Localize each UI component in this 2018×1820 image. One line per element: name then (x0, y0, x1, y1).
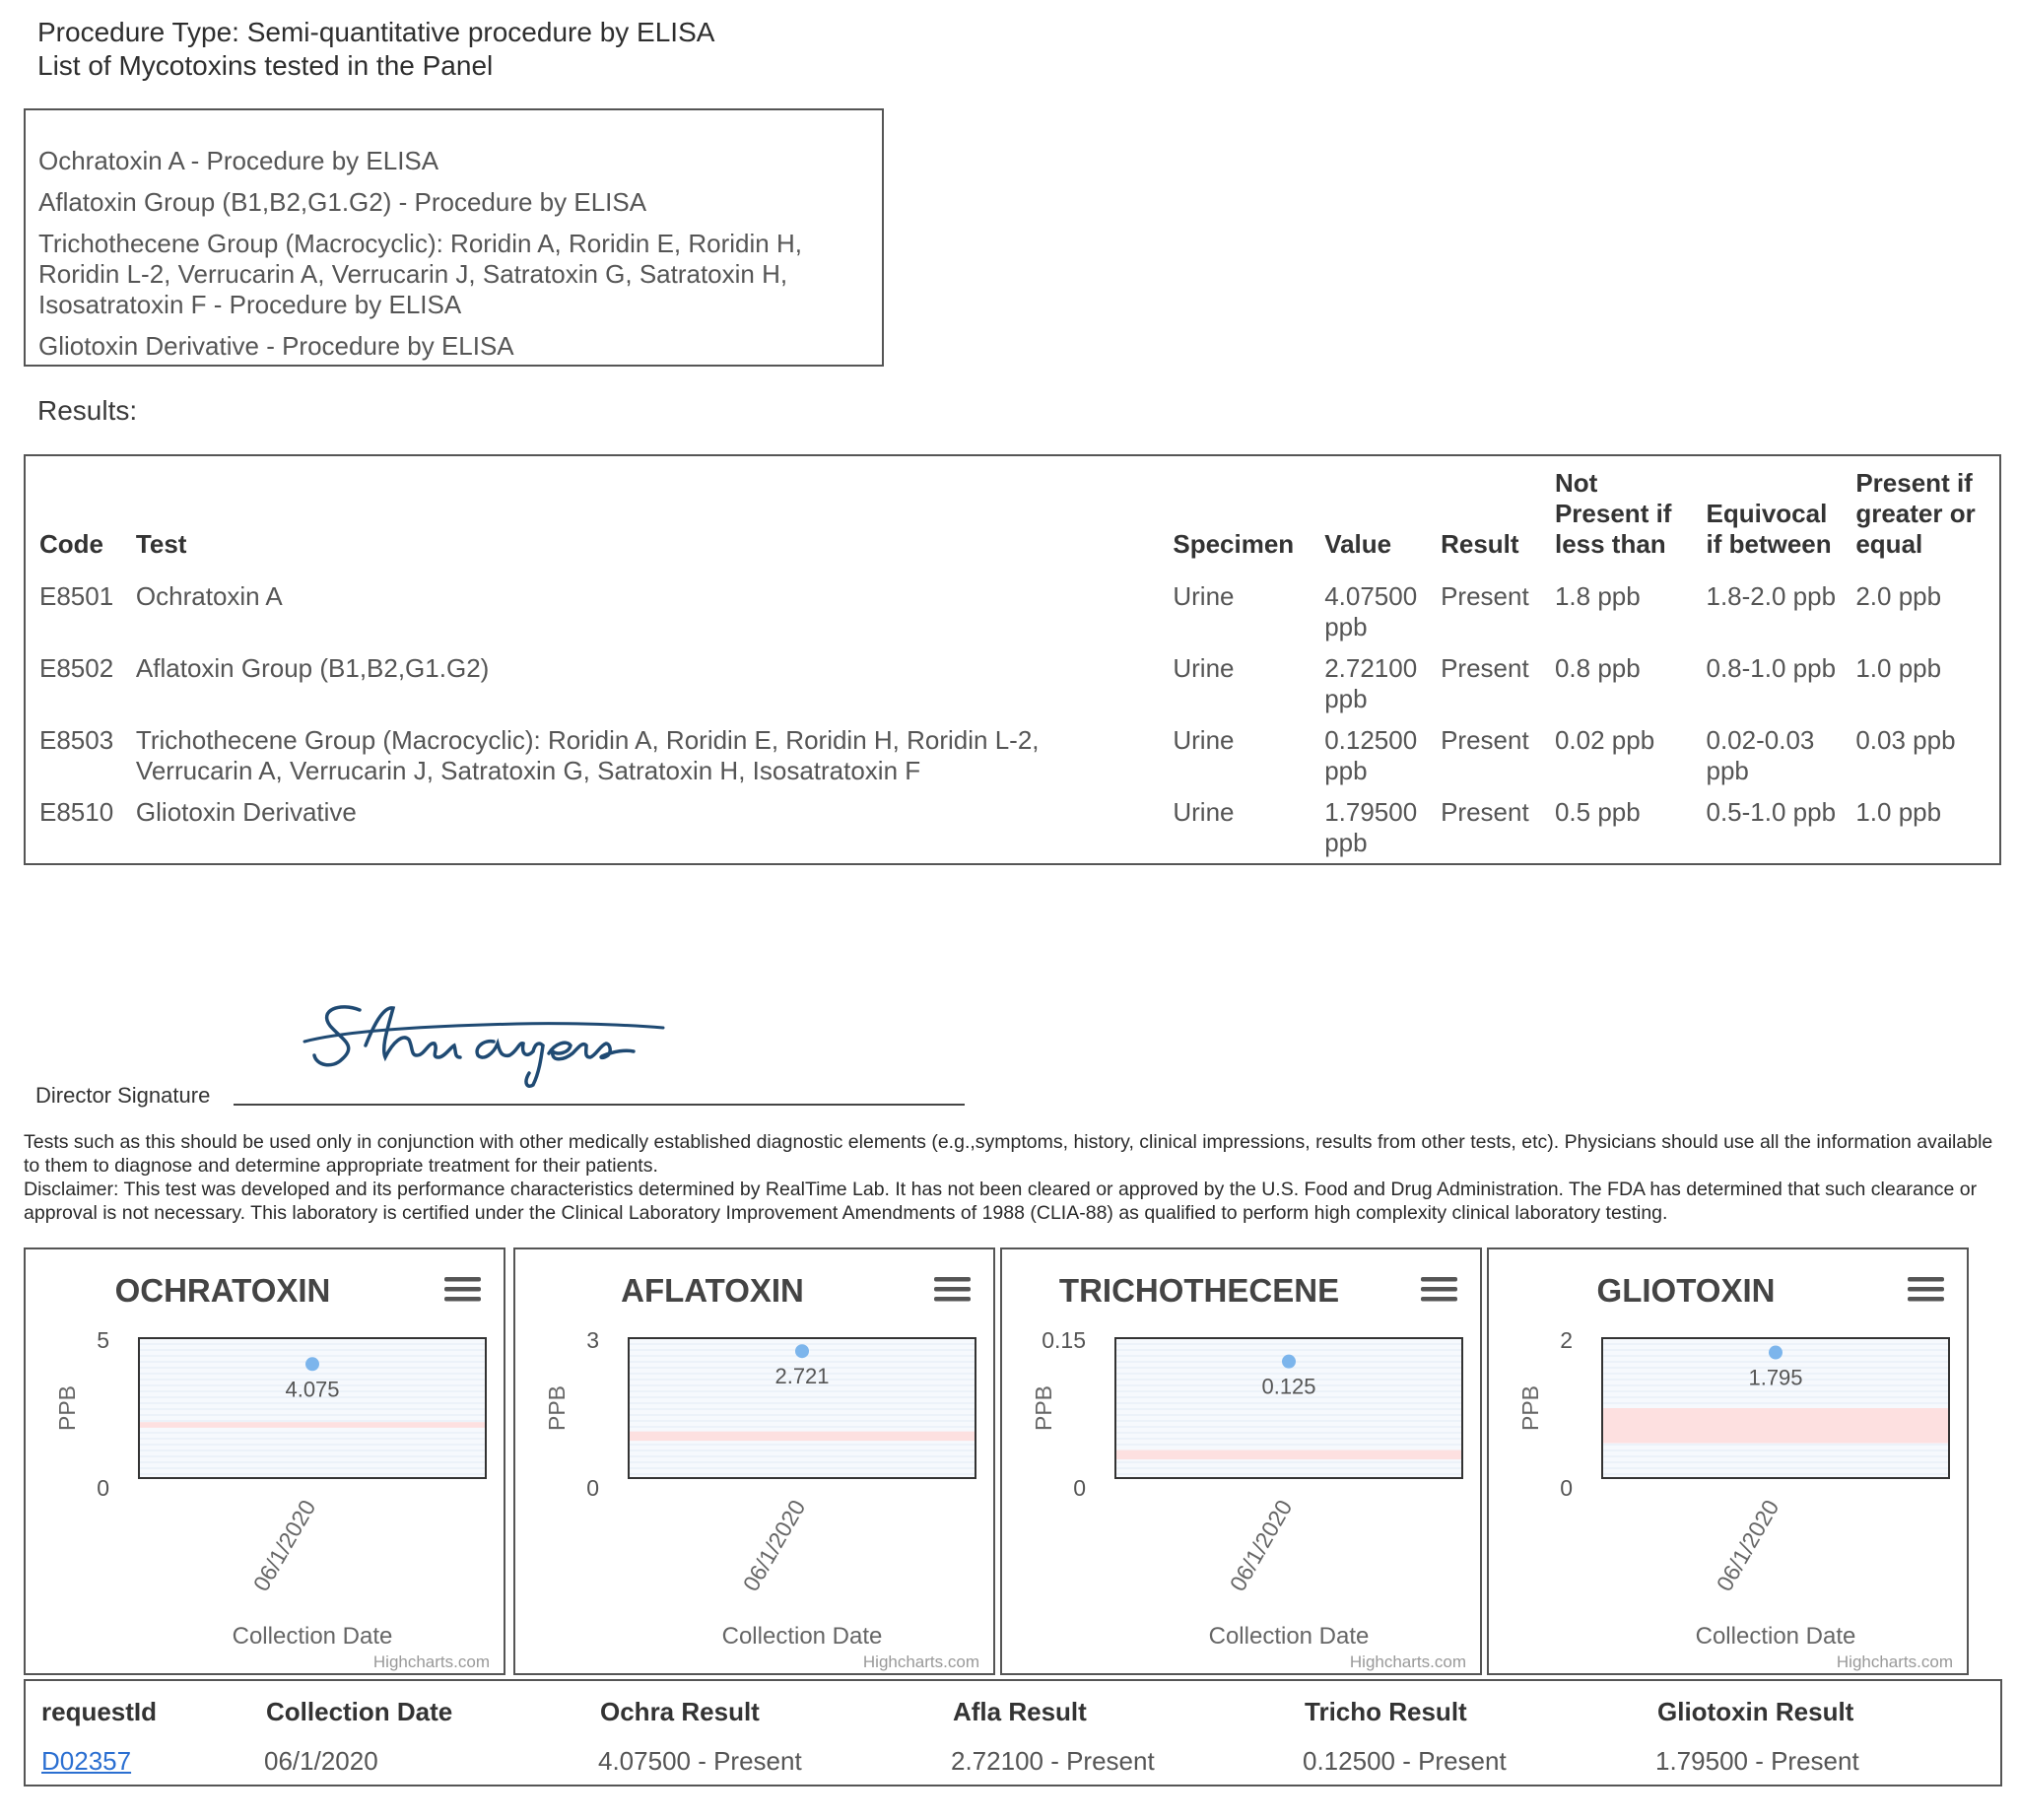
x-tick-label: 06/1/2020 (247, 1495, 321, 1596)
director-signature-image (291, 990, 685, 1089)
col-header-not-present: Not Present if less than (1554, 468, 1672, 559)
cell-present: 1.0 ppb (1855, 797, 1942, 827)
x-axis-title: Collection Date (1208, 1623, 1370, 1650)
cell-value: 2.72100 ppb (1324, 653, 1418, 713)
results-header-row (37, 468, 1999, 573)
results-table (37, 468, 1999, 861)
summary-gliotoxin-result: 1.79500 - Present (1655, 1746, 1859, 1776)
chart-title: OCHRATOXIN (114, 1272, 331, 1309)
highcharts-credit[interactable]: Highcharts.com (1349, 1652, 1466, 1671)
summary-header-request-id: requestId (41, 1697, 158, 1726)
table-row (37, 789, 1999, 861)
cell-test: Gliotoxin Derivative (135, 797, 357, 827)
cell-not-present: 0.02 ppb (1554, 725, 1655, 755)
col-header-specimen: Specimen (1173, 529, 1295, 559)
disclaimer-text (24, 1130, 2004, 1225)
y-axis-title: PPB (1031, 1384, 1056, 1432)
summary-header-collection-date: Collection Date (266, 1697, 453, 1726)
y-tick-label: 0 (1073, 1475, 1086, 1501)
highcharts-credit[interactable]: Highcharts.com (862, 1652, 979, 1671)
y-axis-title: PPB (54, 1384, 80, 1432)
cell-present: 1.0 ppb (1855, 653, 1942, 683)
cell-test: Ochratoxin A (135, 581, 283, 611)
equivocal-band (629, 1432, 975, 1441)
menu-icon[interactable] (444, 1277, 481, 1302)
chart-svg (1489, 1249, 1967, 1673)
data-point (305, 1357, 319, 1371)
summary-header-ochra: Ochra Result (600, 1697, 760, 1726)
cell-specimen: Urine (1173, 725, 1235, 755)
usage-note: Tests such as this should be used only in conjunction with other medically established diagnostic elements (e.g.,symptoms, history, clinical impressions, results from other tests, etc). Physicians should use all the information available to them to diagnose and determine appropriate treatment for their patients. (24, 1131, 1993, 1177)
x-axis-title: Collection Date (1695, 1623, 1856, 1650)
results-label: Results: (37, 395, 138, 426)
cell-value: 1.79500 ppb (1324, 797, 1418, 857)
cell-value: 4.07500 ppb (1324, 581, 1418, 641)
y-tick-label: 0.15 (1042, 1327, 1086, 1353)
cell-equivocal: 0.02-0.03 ppb (1706, 725, 1815, 785)
highcharts-credit[interactable]: Highcharts.com (1836, 1652, 1953, 1671)
data-point (795, 1344, 809, 1358)
cell-value: 0.12500 ppb (1324, 725, 1418, 785)
x-tick-label: 06/1/2020 (1711, 1495, 1784, 1596)
cell-code: E8502 (39, 653, 114, 683)
procedure-type: Procedure Type: Semi-quantitative procedure by ELISA (37, 17, 715, 47)
results-table-box (24, 454, 2001, 865)
y-tick-label: 5 (97, 1327, 109, 1353)
equivocal-band (139, 1422, 486, 1428)
equivocal-band (1115, 1450, 1462, 1459)
table-row (37, 717, 1999, 789)
summary-header-gliotoxin: Gliotoxin Result (1657, 1697, 1854, 1726)
chart-svg (1002, 1249, 1480, 1673)
cell-test: Trichothecene Group (Macrocyclic): Roridin A, Roridin E, Roridin H, Roridin L-2, Verrucarin A, Verrucarin J, Satratoxin G, Satratoxin H, Isosatratoxin F (135, 725, 1040, 785)
y-tick-label: 0 (1560, 1475, 1573, 1501)
panel-item-aflatoxin: Aflatoxin Group (B1,B2,G1.G2) - Procedure by ELISA (38, 187, 647, 217)
signature-label: Director Signature (35, 1083, 211, 1108)
equivocal-band (1602, 1408, 1949, 1444)
col-header-test: Test (135, 529, 187, 559)
cell-equivocal: 1.8-2.0 ppb (1706, 581, 1837, 611)
cell-result: Present (1441, 581, 1529, 611)
data-label: 1.795 (1748, 1365, 1803, 1390)
cell-not-present: 1.8 ppb (1554, 581, 1641, 611)
table-row (37, 645, 1999, 717)
chart-gliotoxin (1487, 1247, 1969, 1675)
data-point (1769, 1346, 1783, 1360)
summary-tricho-result: 0.12500 - Present (1303, 1746, 1507, 1776)
col-header-value: Value (1324, 529, 1392, 559)
chart-ochratoxin (24, 1247, 505, 1675)
cell-not-present: 0.8 ppb (1554, 653, 1641, 683)
cell-specimen: Urine (1173, 797, 1235, 827)
x-axis-title: Collection Date (232, 1623, 393, 1650)
summary-afla-result: 2.72100 - Present (951, 1746, 1155, 1776)
cell-code: E8510 (39, 797, 114, 827)
col-header-code: Code (39, 529, 103, 559)
chart-title: GLIOTOXIN (1596, 1272, 1776, 1309)
cell-present: 2.0 ppb (1855, 581, 1942, 611)
signature-text: SheriAyers (291, 1087, 296, 1088)
cell-present: 0.03 ppb (1855, 725, 1956, 755)
x-tick-label: 06/1/2020 (737, 1495, 811, 1596)
cell-test: Aflatoxin Group (B1,B2,G1.G2) (135, 653, 490, 683)
menu-icon[interactable] (934, 1277, 971, 1302)
chart-aflatoxin (513, 1247, 995, 1675)
cell-specimen: Urine (1173, 653, 1235, 683)
data-label: 2.721 (774, 1364, 830, 1389)
menu-icon[interactable] (1421, 1277, 1457, 1302)
panel-item-gliotoxin: Gliotoxin Derivative - Procedure by ELISA (38, 331, 514, 361)
highcharts-credit[interactable]: Highcharts.com (372, 1652, 490, 1671)
plot-area (629, 1338, 975, 1478)
x-axis-title: Collection Date (721, 1623, 883, 1650)
chart-trichothecene (1000, 1247, 1482, 1675)
summary-collection-date: 06/1/2020 (264, 1746, 378, 1776)
data-label: 0.125 (1261, 1374, 1316, 1399)
chart-title: AFLATOXIN (621, 1272, 804, 1309)
request-id-link[interactable]: D02357 (41, 1746, 132, 1776)
cell-result: Present (1441, 725, 1529, 755)
chart-svg (515, 1249, 993, 1673)
report-header (37, 16, 714, 83)
fda-disclaimer: Disclaimer: This test was developed and its performance characteristics determined by RealTime Lab. It has not been cleared or approved by the U.S. Food and Drug Administration. The FDA has determined that such clearance or approval is not necessary. This laboratory is certified under the Clinical Laboratory Improvement Amendments of 1988 (CLIA-88) as qualified to perform high complexity clinical laboratory testing. (24, 1179, 1978, 1224)
panel-list-title: List of Mycotoxins tested in the Panel (37, 50, 494, 81)
data-point (1282, 1355, 1296, 1369)
x-tick-label: 06/1/2020 (1224, 1495, 1298, 1596)
data-label: 4.075 (285, 1377, 340, 1402)
signature-line (234, 1104, 965, 1106)
cell-code: E8501 (39, 581, 114, 611)
y-axis-title: PPB (544, 1384, 570, 1432)
cell-result: Present (1441, 797, 1529, 827)
y-tick-label: 3 (586, 1327, 599, 1353)
col-header-result: Result (1441, 529, 1519, 559)
y-tick-label: 0 (586, 1475, 599, 1501)
chart-svg (26, 1249, 504, 1673)
cell-not-present: 0.5 ppb (1554, 797, 1641, 827)
summary-header-afla: Afla Result (953, 1697, 1087, 1726)
cell-result: Present (1441, 653, 1529, 683)
y-tick-label: 2 (1560, 1327, 1573, 1353)
table-row (37, 573, 1999, 645)
mycotoxin-panel-list (24, 108, 884, 367)
cell-equivocal: 0.8-1.0 ppb (1706, 653, 1837, 683)
summary-ochra-result: 4.07500 - Present (598, 1746, 802, 1776)
cell-code: E8503 (39, 725, 114, 755)
summary-header-tricho: Tricho Result (1305, 1697, 1467, 1726)
chart-title: TRICHOTHECENE (1058, 1272, 1340, 1309)
panel-item-trichothecene: Trichothecene Group (Macrocyclic): Roridin A, Roridin E, Roridin H, Roridin L-2, Verrucarin A, Verrucarin J, Satratoxin G, Satratoxin H, Isosatratoxin F - Procedure by ELISA (38, 229, 802, 319)
y-axis-title: PPB (1517, 1384, 1543, 1432)
col-header-present: Present if greater or equal (1855, 468, 1976, 559)
y-tick-label: 0 (97, 1475, 109, 1501)
panel-item-ochratoxin: Ochratoxin A - Procedure by ELISA (38, 146, 439, 175)
col-header-equivocal: Equivocal if between (1706, 499, 1832, 559)
cell-equivocal: 0.5-1.0 ppb (1706, 797, 1837, 827)
cell-specimen: Urine (1173, 581, 1235, 611)
menu-icon[interactable] (1908, 1277, 1944, 1302)
